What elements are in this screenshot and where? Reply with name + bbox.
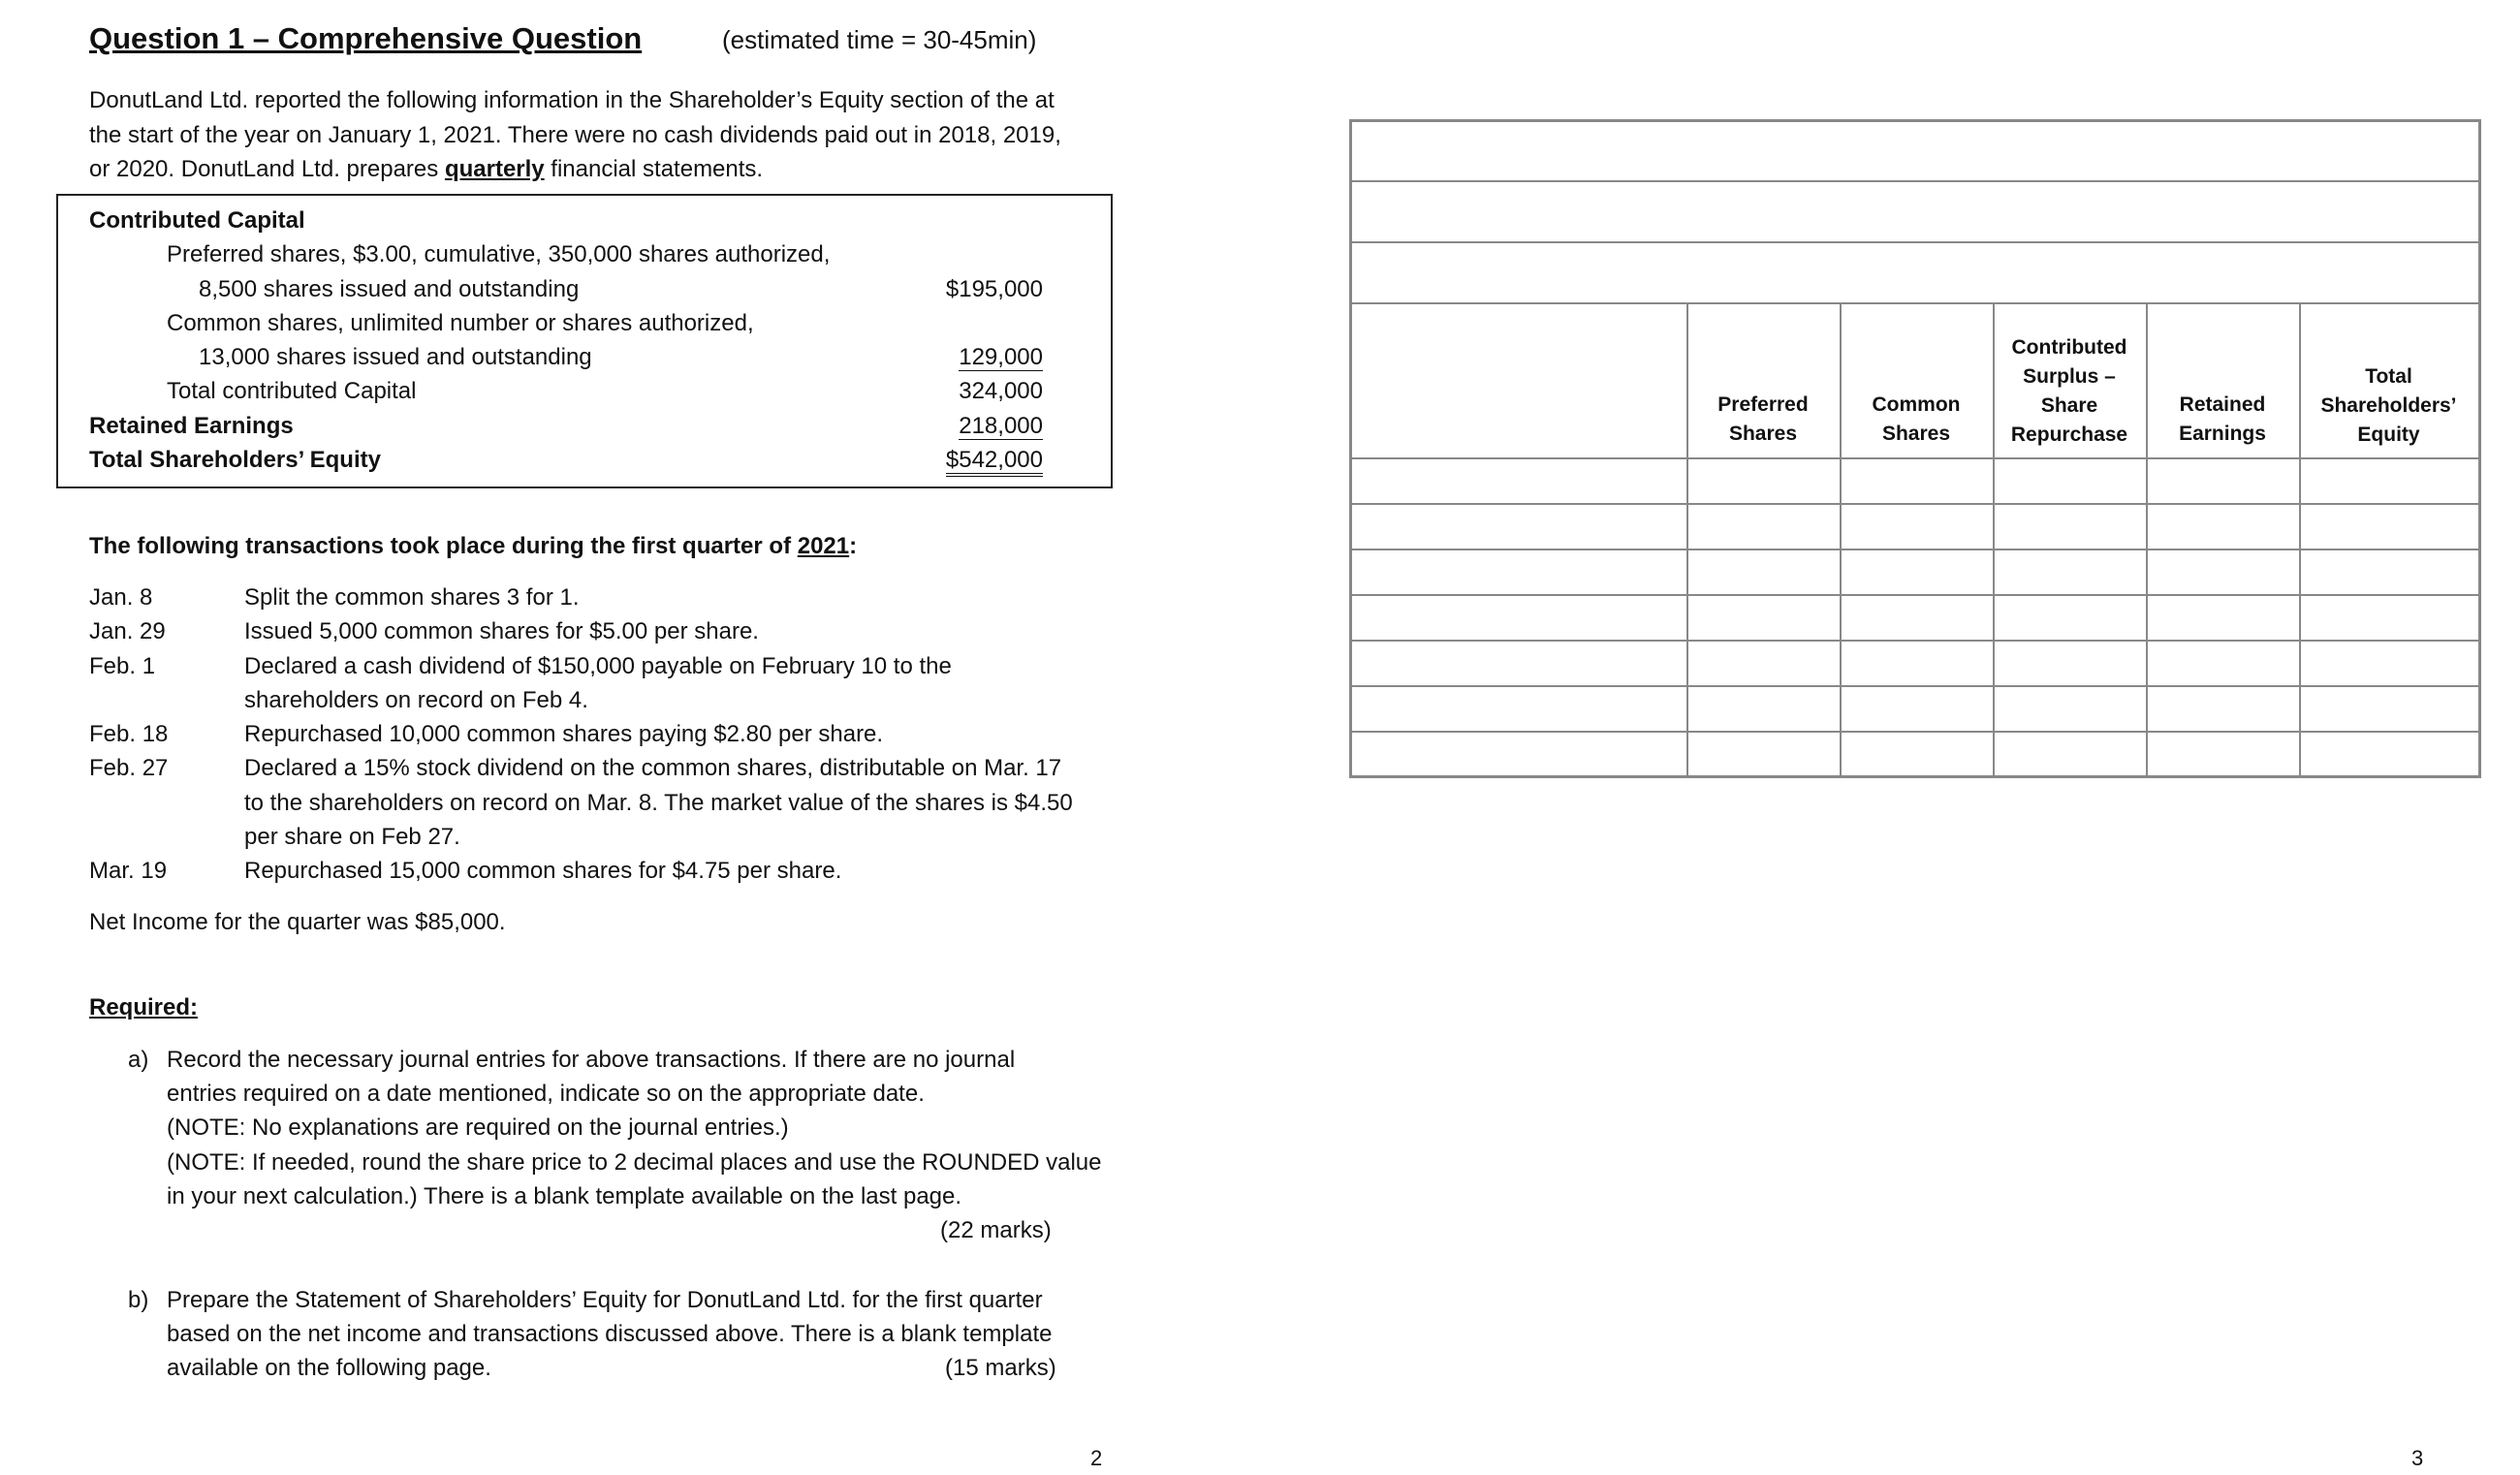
part-b-letter: b) xyxy=(128,1287,149,1313)
col-header-line: Retained xyxy=(2179,393,2266,416)
part-a-marks: (22 marks) xyxy=(940,1217,1052,1243)
col-header-line: Preferred xyxy=(1717,393,1809,416)
part-a-line: in your next calculation.) There is a blank template available on the last page. xyxy=(167,1183,962,1209)
col-header-retained-earnings xyxy=(2146,391,2299,449)
table-col-divider xyxy=(2146,302,2148,775)
common-line-1: Common shares, unlimited number or shares authorized, xyxy=(167,310,754,336)
col-header-line: Common xyxy=(1872,393,1961,416)
col-header-line: Equity xyxy=(2357,424,2420,446)
preferred-line-1: Preferred shares, $3.00, cumulative, 350,000 shares authorized, xyxy=(167,241,831,267)
col-header-common xyxy=(1840,391,1993,449)
table-col-divider xyxy=(1686,302,1688,775)
part-b-line: based on the net income and transactions discussed above. There is a blank template xyxy=(167,1321,1053,1347)
retained-earnings-value: 218,000 xyxy=(959,413,1043,439)
table-row-divider xyxy=(1352,302,2478,304)
common-line-2: 13,000 shares issued and outstanding xyxy=(199,344,592,370)
table-row-divider xyxy=(1352,457,2478,459)
common-value: 129,000 xyxy=(959,344,1043,370)
part-a-line: (NOTE: If needed, round the share price to 2 decimal places and use the ROUNDED value xyxy=(167,1149,1102,1176)
transactions-heading-pre: The following transactions took place during the first quarter of xyxy=(89,533,798,559)
tx-date: Jan. 29 xyxy=(89,618,166,644)
transactions-heading-year: 2021 xyxy=(797,533,850,559)
equity-section-box xyxy=(56,194,1113,488)
tx-date: Feb. 27 xyxy=(89,755,169,781)
estimated-time: (estimated time = 30-45min) xyxy=(722,25,1037,54)
tx-line: Declared a 15% stock dividend on the common shares, distributable on Mar. 17 xyxy=(244,755,1062,781)
tx-line: shareholders on record on Feb 4. xyxy=(244,687,588,713)
col-header-line: Total xyxy=(2365,365,2412,388)
tx-line: to the shareholders on record on Mar. 8. The market value of the shares is $4.50 xyxy=(244,790,1073,816)
intro-line-3-pre: or 2020. DonutLand Ltd. prepares xyxy=(89,156,445,182)
intro-line-1: DonutLand Ltd. reported the following information in the Shareholder’s Equity section of the at xyxy=(89,87,1055,113)
net-income: Net Income for the quarter was $85,000. xyxy=(89,909,506,935)
part-a-line: Record the necessary journal entries for above transactions. If there are no journal xyxy=(167,1047,1016,1073)
table-row-divider xyxy=(1352,180,2478,182)
tx-line: Repurchased 10,000 common shares paying $2.80 per share. xyxy=(244,721,884,747)
tx-line: Repurchased 15,000 common shares for $4.75 per share. xyxy=(244,858,842,884)
part-b-marks: (15 marks) xyxy=(945,1355,1056,1381)
total-equity-label: Total Shareholders’ Equity xyxy=(89,447,381,473)
col-header-line: Shares xyxy=(1881,423,1951,445)
total-contributed-label: Total contributed Capital xyxy=(167,378,417,404)
tx-date: Feb. 1 xyxy=(89,653,156,679)
tx-line: Issued 5,000 common shares for $5.00 per share. xyxy=(244,618,759,644)
col-header-contributed-surplus xyxy=(1993,333,2146,450)
part-a-line: (NOTE: No explanations are required on the journal entries.) xyxy=(167,1114,789,1141)
intro-line-2: the start of the year on January 1, 2021. There were no cash dividends paid out in 2018, 2019, xyxy=(89,122,1061,148)
page-number-right: 3 xyxy=(2411,1446,2424,1470)
intro-line-3-post: financial statements. xyxy=(544,156,764,182)
tx-line: per share on Feb 27. xyxy=(244,824,460,850)
tx-date: Mar. 19 xyxy=(89,858,168,884)
col-header-line: Share xyxy=(2040,394,2098,417)
part-b-line: Prepare the Statement of Shareholders’ Equity for DonutLand Ltd. for the first quarter xyxy=(167,1287,1043,1313)
contributed-capital-label: Contributed Capital xyxy=(89,207,305,234)
col-header-line: Surplus – xyxy=(2023,365,2116,388)
part-a-letter: a) xyxy=(128,1047,149,1073)
table-row-divider xyxy=(1352,640,2478,642)
intro-line-3 xyxy=(89,152,763,187)
table-row-divider xyxy=(1352,241,2478,243)
preferred-value: $195,000 xyxy=(945,276,1043,302)
col-header-line: Repurchase xyxy=(2010,424,2128,446)
table-row-divider xyxy=(1352,685,2478,687)
tx-line: Declared a cash dividend of $150,000 payable on February 10 to the xyxy=(244,653,952,679)
part-b-line: available on the following page. xyxy=(167,1355,491,1381)
preferred-line-2: 8,500 shares issued and outstanding xyxy=(199,276,580,302)
total-equity-value: $542,000 xyxy=(946,447,1043,477)
table-row-divider xyxy=(1352,594,2478,596)
required-label: Required: xyxy=(89,994,199,1020)
col-header-line: Shares xyxy=(1728,423,1798,445)
col-header-line: Contributed xyxy=(2011,336,2127,359)
part-a-line: entries required on a date mentioned, indicate so on the appropriate date. xyxy=(167,1081,925,1107)
intro-quarterly: quarterly xyxy=(444,156,545,182)
page-number-left: 2 xyxy=(1090,1446,1103,1470)
table-col-divider xyxy=(1840,302,1842,775)
transactions-heading xyxy=(89,533,857,560)
col-header-line: Shareholders’ xyxy=(2320,394,2457,417)
table-row-divider xyxy=(1352,731,2478,733)
tx-line: Split the common shares 3 for 1. xyxy=(244,584,580,611)
table-row-divider xyxy=(1352,549,2478,550)
col-header-line: Earnings xyxy=(2179,423,2266,445)
col-header-total-equity xyxy=(2299,362,2478,450)
table-row-divider xyxy=(1352,503,2478,505)
total-contributed-value: 324,000 xyxy=(959,378,1043,404)
transactions-heading-post: : xyxy=(849,533,858,559)
col-header-preferred xyxy=(1686,391,1840,449)
retained-earnings-label: Retained Earnings xyxy=(89,413,294,439)
tx-date: Feb. 18 xyxy=(89,721,169,747)
question-title: Question 1 – Comprehensive Question xyxy=(89,21,643,55)
shareholders-equity-template-table xyxy=(1349,119,2481,778)
tx-date: Jan. 8 xyxy=(89,584,153,611)
